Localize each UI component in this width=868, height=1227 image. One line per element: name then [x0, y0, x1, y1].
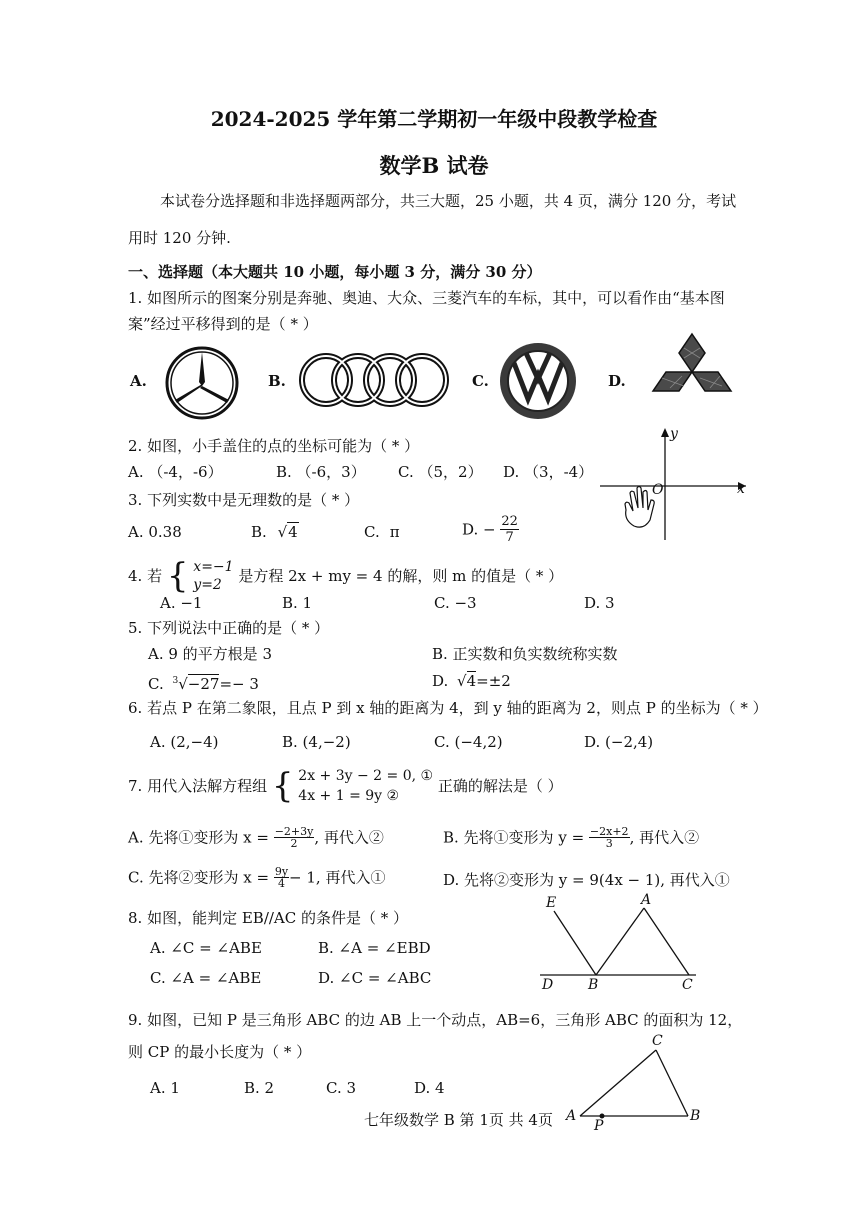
q7-option-a: A. 先将①变形为 x = $\frac{-2+3y}{2}$ , 再代入② [128, 825, 384, 850]
q5-stem: 5. 下列说法中正确的是（ * ） [128, 619, 330, 637]
section-heading: 一、选择题（本大题共 10 小题，每小题 3 分，满分 30 分） [128, 263, 542, 281]
q2-stem: 2. 如图，小手盖住的点的坐标可能为（ * ） [128, 437, 420, 455]
q8-point-b: B [588, 977, 599, 993]
q7-option-d: D. 先将②变形为 y = 9(4x − 1), 再代入① [443, 871, 730, 889]
q3-b-radicand: 4 [288, 523, 298, 541]
q2-x-axis-label: x [737, 481, 745, 497]
q1-option-d-label: D. [608, 372, 626, 390]
hand-icon [625, 487, 654, 528]
q6-option-a: A. (2,−4) [150, 733, 219, 751]
q1-line-1: 1. 如图所示的图案分别是奔驰、奥迪、大众、三菱汽车的车标，其中，可以看作由“基本图 [128, 289, 725, 307]
q8-point-c: C [682, 977, 693, 993]
q1-line-2: 案”经过平移得到的是（ * ） [128, 315, 318, 333]
q3-option-d: D. − $\frac{22}{7}$ [462, 514, 518, 545]
q9-point-b: B [690, 1108, 701, 1124]
q9-option-d: D. 4 [414, 1079, 445, 1097]
q4-option-c: C. −3 [434, 594, 477, 612]
q5-option-b: B. 正实数和负实数统称实数 [432, 645, 618, 663]
q5-option-a: A. 9 的平方根是 3 [148, 645, 272, 663]
q7-stem: 7. 用代入法解方程组 { 2x + 3y − 2 = 0, ① 4x + 1 = 9y ② 正确的解法是（ ） [128, 766, 563, 806]
q9-line-2: 则 CP 的最小长度为（ * ） [128, 1043, 312, 1061]
q7-option-c: C. 先将②变形为 x = $\frac{9y}{4}$ − 1, 再代入① [128, 865, 386, 890]
q2-option-d: D. （3，-4） [503, 463, 594, 481]
q9-point-a: A [566, 1108, 577, 1124]
intro-line-1: 本试卷分选择题和非选择题两部分，共三大题，25 小题，共 4 页，满分 120 分，考试 [160, 192, 737, 210]
q4-option-b: B. 1 [282, 594, 313, 612]
volkswagen-logo-icon [498, 341, 578, 421]
q1-option-c-label: C. [472, 372, 489, 390]
q2-origin-label: O [652, 482, 664, 498]
page-title: 2024-2025 学年第二学期初一年级中段教学检查 [210, 107, 658, 131]
q8-point-e: E [546, 895, 557, 911]
q4-option-d: D. 3 [584, 594, 615, 612]
q6-option-b: B. (4,−2) [282, 733, 351, 751]
q1-option-a-label: A. [130, 372, 147, 390]
q8-option-b: B. ∠A = ∠EBD [318, 939, 431, 957]
audi-rings-icon [296, 350, 452, 410]
q3-option-c: C. π [364, 523, 400, 541]
page-subtitle: 数学B 试卷 [379, 153, 489, 178]
q8-triangle-figure [536, 894, 706, 986]
q9-option-c: C. 3 [326, 1079, 357, 1097]
q9-line-1: 9. 如图，已知 P 是三角形 ABC 的边 AB 上一个动点，AB=6，三角形 ABC 的面积为 12， [128, 1011, 743, 1029]
q9-point-p: P [594, 1118, 604, 1134]
mercedes-logo-icon [162, 344, 242, 422]
q8-stem: 8. 如图，能判定 EB//AC 的条件是（ * ） [128, 909, 409, 927]
q4-option-a: A. −1 [160, 594, 203, 612]
q5-option-d: D. √4=±2 [432, 672, 511, 690]
q8-point-d: D [542, 977, 554, 993]
q8-option-c: C. ∠A = ∠ABE [150, 969, 262, 987]
q9-point-c: C [652, 1033, 663, 1049]
intro-line-2: 用时 120 分钟. [128, 229, 231, 247]
q8-point-a: A [641, 892, 652, 908]
q9-triangle-figure [572, 1040, 694, 1120]
q3-option-b: B. √4 [251, 523, 298, 541]
q7-option-b: B. 先将①变形为 y = $\frac{-2x+2}{3}$ , 再代入② [443, 825, 700, 850]
page-footer: 七年级数学 B 第 1页 共 4页 [364, 1111, 553, 1129]
q4-stem: 4. 若 { x=−1 y=2 是方程 2x + my = 4 的解，则 m 的值是（ * ） [128, 556, 564, 596]
q8-option-a: A. ∠C = ∠ABE [150, 939, 262, 957]
q1-option-b-label: B. [268, 372, 286, 390]
q6-option-d: D. (−2,4) [584, 733, 654, 751]
q3-option-a: A. 0.38 [128, 523, 182, 541]
q9-option-a: A. 1 [150, 1079, 180, 1097]
q8-option-d: D. ∠C = ∠ABC [318, 969, 432, 987]
q3-stem: 3. 下列实数中是无理数的是（ * ） [128, 491, 360, 509]
q2-option-a: A. （-4，-6） [128, 463, 223, 481]
q5-option-c: C. $^3$√−27=− 3 [148, 675, 259, 693]
q2-option-c: C. （5，2） [398, 463, 483, 481]
q2-option-b: B. （-6，3） [276, 463, 366, 481]
mitsubishi-logo-icon [648, 334, 736, 408]
q2-y-axis-label: y [670, 426, 678, 442]
q6-stem: 6. 若点 P 在第二象限，且点 P 到 x 轴的距离为 4，到 y 轴的距离为 2，则点 P 的坐标为（ * ） [128, 699, 768, 717]
q9-option-b: B. 2 [244, 1079, 275, 1097]
q6-option-c: C. (−4,2) [434, 733, 503, 751]
